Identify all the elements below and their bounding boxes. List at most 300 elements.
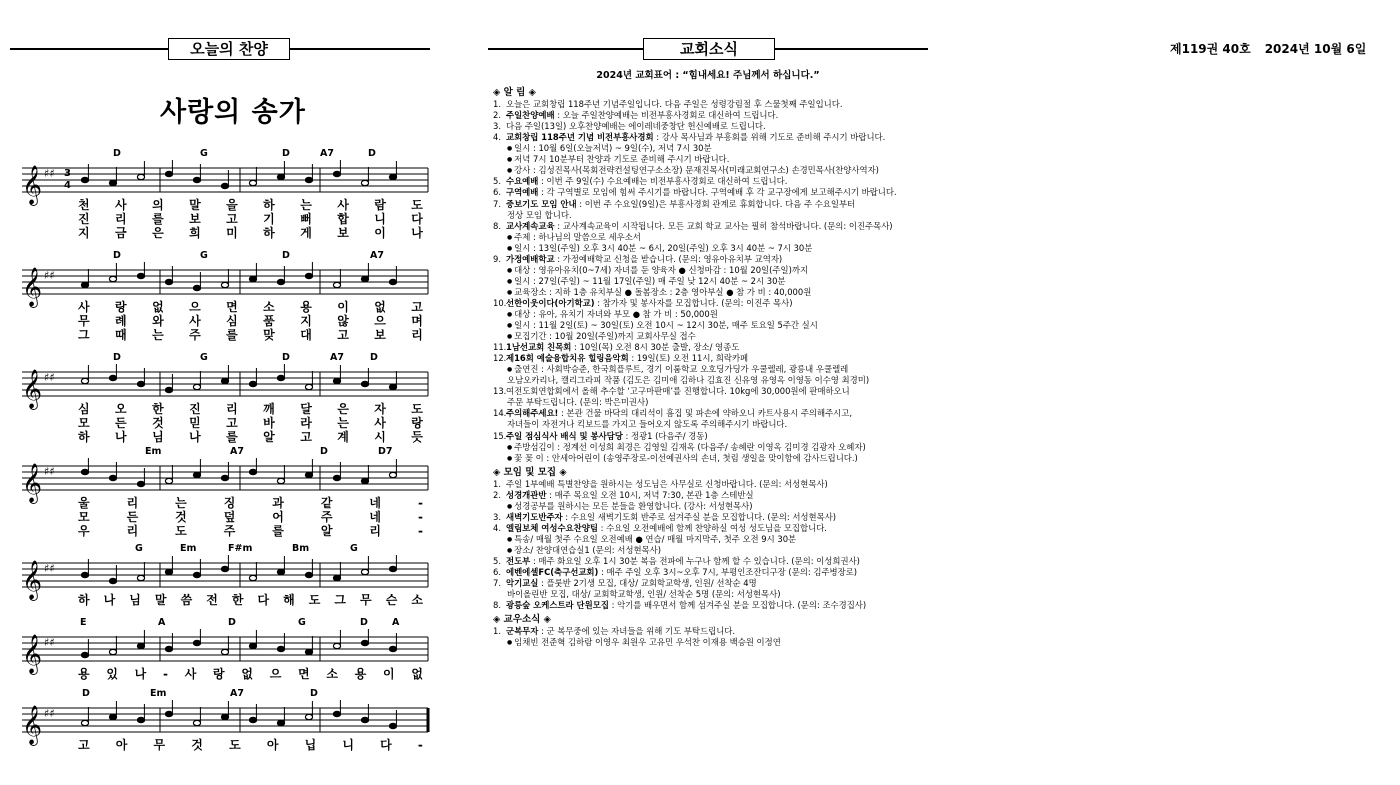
item-number: 1.: [493, 626, 501, 637]
lyric-syllable: 으: [189, 300, 201, 314]
news-column: [493, 70, 923, 648]
note-head-icon: [109, 276, 116, 281]
note-head-icon: [277, 279, 284, 284]
lyric-syllable: 심: [226, 314, 238, 328]
note-head-icon: [277, 646, 284, 651]
item-heading: 군복무자: [506, 626, 539, 637]
item-heading: 성경개관반: [506, 489, 547, 500]
note-head-icon: [389, 723, 396, 728]
news-item: [493, 298, 923, 309]
note-head-icon: [277, 375, 284, 380]
lyric-line: [78, 402, 423, 416]
item-text: : 수요일 새벽기도회 반주로 섬겨주실 분을 모집합니다. (문의: 서성현목사): [562, 511, 837, 522]
news-item: [493, 431, 923, 442]
item-heading: 전도부: [506, 556, 531, 567]
note-head-icon: [333, 575, 340, 580]
bullet-line: ● 모집기간 : 10월 20일(주일)까지 교회사무실 접수: [493, 331, 923, 342]
note-head-icon: [137, 381, 144, 386]
note-head-icon: [361, 381, 368, 386]
lyric-syllable: 랑: [115, 300, 127, 314]
note-head-icon: [305, 472, 312, 477]
news-item: [493, 176, 923, 187]
lyric-syllable: 지: [300, 314, 312, 328]
note-head-icon: [333, 282, 340, 287]
item-text: : 본관 건물 바닥의 대리석이 흠집 및 파손에 약하오니 카트사용시 주의해주시고,: [558, 408, 853, 419]
chord-symbol: G: [200, 352, 208, 363]
note-head-icon: [165, 478, 172, 483]
news-item: [493, 556, 923, 567]
chord-symbol: D: [282, 148, 290, 159]
lyric-syllable: 사: [337, 198, 349, 212]
lyric-syllable: 진: [78, 212, 90, 226]
note-head-icon: [165, 646, 172, 651]
lyric-syllable: -: [417, 738, 423, 752]
lyric-syllable: 있: [106, 667, 118, 681]
lyric-syllable: 진: [189, 402, 201, 416]
lyric-syllable: 리: [369, 524, 381, 538]
song-title: 사랑의 송가: [160, 97, 306, 128]
lyric-syllable: 어: [272, 510, 284, 524]
note-head-icon: [109, 180, 116, 185]
item-text: : 이번 주 수요일(9일)은 부흥사경회 관계로 휴회합니다. 다음 주 수요일부터: [576, 198, 856, 209]
lyric-syllable: 천: [78, 198, 90, 212]
bullet-line: ● 저녁 7시 10분부터 찬양과 기도로 준비해 주시기 바랍니다.: [493, 154, 923, 165]
lyric-syllable: 알: [263, 430, 275, 444]
lyric-syllable: 사: [374, 416, 386, 430]
item-number: 4.: [493, 522, 501, 533]
lyric-syllable: 없: [241, 667, 253, 681]
chord-symbol: Em: [145, 446, 162, 457]
lyric-line: [78, 212, 423, 226]
note-head-icon: [109, 649, 116, 654]
item-number: 7.: [493, 198, 501, 209]
lyric-syllable: 그: [78, 328, 90, 342]
lyric-syllable: 용: [78, 667, 90, 681]
bullet-line: ● 일시 : 11월 2일(토) ~ 30일(토) 오전 10시 ~ 12시 30분, 매주 토요일 5주간 실시: [493, 320, 923, 331]
note-head-icon: [165, 387, 172, 392]
lyric-syllable: 다: [411, 212, 423, 226]
note-head-icon: [193, 640, 200, 645]
continuation-line: 주문 부탁드립니다. (문의: 박은미권사): [507, 397, 649, 408]
note-head-icon: [193, 472, 200, 477]
lyric-syllable: 없: [374, 300, 386, 314]
lyric-syllable: 이: [374, 226, 386, 240]
lyric-syllable: 도: [175, 524, 187, 538]
item-number: 5.: [493, 176, 501, 187]
lyric-syllable: 때: [115, 328, 127, 342]
chord-symbol: D7: [378, 446, 393, 457]
note-head-icon: [109, 714, 116, 719]
left-header: [10, 38, 430, 60]
music-staff: [20, 688, 430, 783]
news-item: [493, 221, 923, 232]
item-number: 1.: [493, 478, 501, 489]
lyric-syllable: 도: [308, 593, 321, 607]
treble-clef-icon: 𝄞: [22, 705, 43, 745]
lyric-syllable: 우: [78, 524, 90, 538]
item-text: : 플룻반 2기생 모집, 대상/ 교회학교학생, 인원/ 선착순 4명: [538, 578, 757, 589]
lyric-syllable: 네: [369, 496, 381, 510]
note-head-icon: [249, 575, 256, 580]
lyric-syllable: 는: [175, 496, 187, 510]
lyric-syllable: 미: [226, 226, 238, 240]
lyric-syllable: 보: [337, 226, 349, 240]
note-head-icon: [221, 714, 228, 719]
lyric-syllable: 않: [337, 314, 349, 328]
lyric-syllable: 다: [257, 593, 270, 607]
item-heading: 가정예배학교: [506, 253, 555, 264]
bullet-line: ● 강사 : 김성진목사(목회전략컨설팅연구소소장) 문재진목사(미래교회연구소) 손경민목사(찬양사역자): [493, 165, 923, 176]
bullet-line: ● 대상 : 영유아유치(0~7세) 자녀를 둔 양육자 ● 신청마감 : 10월 20일(주일)까지: [493, 265, 923, 276]
lyric-syllable: 님: [152, 430, 164, 444]
lyric-syllable: 품: [263, 314, 275, 328]
lyric-syllable: 울: [78, 496, 90, 510]
lyric-syllable: 나: [115, 430, 127, 444]
news-item: [493, 121, 923, 132]
note-head-icon: [109, 375, 116, 380]
news-item: [493, 600, 923, 611]
note-head-icon: [81, 572, 88, 577]
lyric-line: [78, 416, 423, 430]
news-body: [493, 87, 923, 648]
lyric-syllable: 그: [334, 593, 346, 607]
bullet-line: ● 주방섬김이 : 정계선 이성희 최경은 김영일 김재옥 (다음주/ 송혜란 이영옥 김미경 김광자 오혜자): [493, 442, 923, 453]
item-text: : 이번 주 9일(수) 수요예배는 비전부흥사경회로 대신하여 드립니다.: [538, 176, 788, 187]
bullet-line: ● 교육장소 : 지하 1층 유치부실 ● 돌봄장소 : 2층 영아부실 ● 참 가 비 : 40,000원: [493, 287, 923, 298]
treble-clef-icon: 𝄞: [22, 165, 43, 205]
lyric-syllable: -: [417, 510, 423, 524]
item-heading: 구역예배: [506, 187, 539, 198]
note-head-icon: [165, 279, 172, 284]
lyric-syllable: 믿: [189, 416, 201, 430]
lyric-syllable: 달: [300, 402, 312, 416]
item-heading: 수요예배: [506, 176, 539, 187]
item-text: : 매주 주일 오후 3시~오후 7시, 부평인조잔디구장 (문의: 김주병장로): [598, 567, 858, 578]
note-head-icon: [361, 569, 368, 574]
lyric-syllable: 소: [411, 593, 423, 607]
lyric-syllable: 듯: [411, 430, 423, 444]
chord-symbol: G: [200, 250, 208, 261]
lyric-syllable: 없: [411, 667, 423, 681]
lyric-line: [78, 300, 423, 314]
item-text: : 매주 목요일 오전 10시, 저녁 7:30, 본관 1층 스테반실: [546, 489, 754, 500]
chord-symbol: A: [158, 617, 166, 628]
lyric-syllable: 를: [272, 524, 284, 538]
item-heading: 제16회 예술융합치유 힐링음악회: [506, 353, 629, 364]
note-head-icon: [137, 575, 144, 580]
lyric-syllable: 계: [337, 430, 349, 444]
note-head-icon: [193, 720, 200, 725]
key-signature-icon: ♯♯: [44, 371, 55, 384]
news-item: [493, 342, 923, 353]
lyric-syllable: 고: [300, 430, 312, 444]
lyric-syllable: 사: [78, 300, 90, 314]
note-head-icon: [277, 569, 284, 574]
music-staff: [20, 148, 430, 243]
item-number: 6.: [493, 187, 501, 198]
note-head-icon: [305, 384, 312, 389]
lyric-syllable: 기: [263, 212, 275, 226]
chord-symbol: A7: [230, 446, 244, 457]
note-head-icon: [193, 285, 200, 290]
note-head-icon: [249, 276, 256, 281]
chord-symbol: A7: [370, 250, 384, 261]
lyric-syllable: 며: [411, 314, 423, 328]
news-item: [493, 567, 923, 578]
lyric-syllable: 소: [326, 667, 338, 681]
lyric-syllable: 것: [191, 738, 203, 752]
lyric-syllable: 무: [78, 314, 90, 328]
item-number: 9.: [493, 253, 501, 264]
item-heading: 광릉숲 오케스트라 단원모집: [506, 600, 609, 611]
note-head-icon: [389, 174, 396, 179]
lyric-syllable: 는: [337, 416, 349, 430]
news-item: [493, 626, 923, 637]
bullet-line: ● 주제 : 하나님의 말씀으로 세우소서: [493, 232, 923, 243]
news-item: [493, 187, 923, 198]
lyric-line: [78, 667, 423, 681]
note-head-icon: [81, 652, 88, 657]
lyric-syllable: 모: [78, 510, 90, 524]
bullet-line: ● 성경공부를 원하시는 모든 분들을 환영합니다. (강사: 서성현목사): [493, 501, 923, 512]
note-head-icon: [249, 643, 256, 648]
item-number: 7.: [493, 578, 501, 589]
chord-symbol: D: [282, 250, 290, 261]
lyric-syllable: 나: [411, 226, 423, 240]
lyric-syllable: 모: [78, 416, 90, 430]
note-head-icon: [389, 566, 396, 571]
item-number: 12.: [493, 353, 507, 364]
lyric-syllable: 를: [152, 212, 164, 226]
item-number: 2.: [493, 489, 501, 500]
note-head-icon: [137, 717, 144, 722]
note-head-icon: [277, 720, 284, 725]
item-number: 2.: [493, 110, 501, 121]
note-head-icon: [249, 180, 256, 185]
lyric-syllable: 덮: [223, 510, 236, 524]
item-number: 3.: [493, 511, 501, 522]
lyric-syllable: 례: [115, 314, 127, 328]
lyric-syllable: 보: [374, 328, 386, 342]
chord-symbol: D: [113, 352, 121, 363]
item-number: 15.: [493, 430, 507, 441]
news-item: [493, 490, 923, 501]
section-title: ◈ 모임 및 모집 ◈: [493, 466, 567, 478]
chord-symbol: A7: [320, 148, 334, 159]
treble-clef-icon: 𝄞: [22, 369, 43, 409]
note-head-icon: [137, 481, 144, 486]
chord-symbol: A7: [230, 688, 244, 699]
item-text: : 19일(토) 오전 11시, 희락카페: [628, 353, 749, 364]
item-number: 11.: [493, 342, 507, 353]
item-text: : 10일(목) 오전 8시 30분 출발, 장소/ 영종도: [571, 342, 740, 353]
item-heading: 선한이웃이다(아기학교): [506, 297, 595, 308]
chord-symbol: Em: [150, 688, 167, 699]
note-head-icon: [389, 384, 396, 389]
item-text: : 오늘 주일찬양예배는 비전부흥사경회로 대신하여 드립니다.: [554, 110, 779, 121]
chord-symbol: D: [320, 446, 328, 457]
news-item: [493, 408, 923, 419]
note-head-icon: [361, 640, 368, 645]
treble-clef-icon: 𝄞: [22, 267, 43, 307]
note-head-icon: [249, 717, 256, 722]
lyric-line: [78, 314, 423, 328]
note-head-icon: [221, 475, 228, 480]
chord-symbol: A: [392, 617, 400, 628]
lyric-line: [78, 510, 423, 524]
lyric-syllable: 면: [298, 667, 310, 681]
section-title: ◈ 알 림 ◈: [493, 87, 536, 99]
bullet-line: ● 특송/ 매월 첫주 수요일 오전예배 ● 연습/ 매월 마지막주, 첫주 오전 9시 30분: [493, 534, 923, 545]
item-heading: 에벤에셀FC(축구선교회): [506, 567, 599, 578]
lyric-syllable: 이: [337, 300, 349, 314]
note-head-icon: [361, 478, 368, 483]
time-signature-icon: 3: [64, 168, 71, 179]
lyric-syllable: 는: [300, 198, 312, 212]
lyric-syllable: 하: [78, 430, 90, 444]
bullet-line: ● 장소/ 찬양대연습실1 (문의: 서성현목사): [493, 545, 923, 556]
lyric-syllable: 무: [360, 593, 372, 607]
item-heading: 1남선교회 친목회: [506, 342, 572, 353]
lyric-syllable: 무: [153, 738, 166, 752]
note-head-icon: [137, 174, 144, 179]
lyric-syllable: 것: [152, 416, 164, 430]
chord-symbol: E: [80, 617, 87, 628]
lyric-line: [78, 524, 423, 538]
chord-symbol: G: [298, 617, 306, 628]
item-text: : 강사 목사님과 부흥회를 위해 기도로 준비해 주시기 바랍니다.: [653, 132, 886, 143]
news-item: [493, 386, 923, 397]
lyric-line: [78, 226, 423, 240]
note-head-icon: [81, 177, 88, 182]
item-number: 3.: [493, 121, 501, 132]
lyric-syllable: 은: [152, 226, 164, 240]
item-text: : 교사계속교육이 시작됩니다. 모든 교회 학교 교사는 필히 참석바랍니다. (문의: 이진주목사): [554, 220, 893, 231]
issue-info: [1170, 40, 1366, 57]
lyric-line: [78, 328, 423, 342]
chord-symbol: D: [370, 352, 378, 363]
lyric-syllable: 리: [126, 524, 139, 538]
note-head-icon: [165, 171, 172, 176]
lyric-syllable: 사: [189, 314, 201, 328]
item-text: : 수요일 오전예배에 함께 찬양하실 여성 성도님을 모집합니다.: [597, 522, 827, 533]
item-text: : 군 복무중에 있는 자녀들을 위해 기도 부탁드립니다.: [538, 626, 736, 637]
news-item: [493, 254, 923, 265]
item-number: 8.: [493, 600, 501, 611]
note-head-icon: [249, 381, 256, 386]
item-heading: 엘림보체 여성수요찬양팀: [506, 522, 598, 533]
news-item: [493, 512, 923, 523]
lyric-syllable: 니: [374, 212, 386, 226]
item-number: 14.: [493, 408, 507, 419]
note-head-icon: [193, 177, 200, 182]
note-head-icon: [389, 472, 396, 477]
note-head-icon: [389, 279, 396, 284]
item-text: : 가정예배학교 신청을 받습니다. (문의: 영유아유치부 교역자): [554, 253, 783, 264]
bullet-line: ● 대상 : 유아, 유치기 자녀와 부모 ● 참 가 비 : 50,000원: [493, 309, 923, 320]
bullet-line: 오남오카리나, 캘리그라피 작품 (김도은 김미애 김하나 김효진 신유영 유영옥 이영동 이수영 최경미): [507, 375, 870, 386]
lyric-syllable: 보: [189, 212, 201, 226]
lyric-syllable: 하: [263, 226, 275, 240]
lyric-syllable: 주: [320, 510, 333, 524]
lyric-syllable: 도: [411, 402, 423, 416]
key-signature-icon: ♯♯: [44, 269, 55, 282]
note-head-icon: [193, 572, 200, 577]
lyric-syllable: 알: [320, 524, 333, 538]
news-item: [493, 99, 923, 110]
note-head-icon: [193, 384, 200, 389]
chord-symbol: G: [200, 148, 208, 159]
bullet-line: ● 일시 : 27일(주일) ~ 11월 17일(주일) 매 주일 낮 12시 40분 ~ 2시 30분: [493, 276, 923, 287]
chord-symbol: G: [135, 543, 143, 554]
item-heading: 악기교실: [506, 578, 539, 589]
item-number: 5.: [493, 556, 501, 567]
note-head-icon: [137, 643, 144, 648]
chord-symbol: Em: [180, 543, 197, 554]
item-number: 1.: [493, 99, 501, 110]
note-head-icon: [249, 469, 256, 474]
lyric-syllable: 니: [342, 738, 354, 752]
lyric-syllable: 으: [269, 667, 282, 681]
lyric-syllable: 리: [115, 212, 127, 226]
lyric-syllable: 금: [115, 226, 127, 240]
time-signature-icon: 4: [64, 180, 71, 191]
lyric-syllable: 든: [115, 416, 127, 430]
lyric-syllable: -: [417, 496, 423, 510]
lyric-syllable: 과: [272, 496, 284, 510]
lyric-syllable: 을: [226, 198, 238, 212]
lyric-syllable: 라: [300, 416, 312, 430]
lyric-syllable: 람: [374, 198, 386, 212]
lyric-syllable: 도: [229, 738, 241, 752]
lyric-syllable: 해: [283, 593, 295, 607]
lyric-syllable: 리: [126, 496, 139, 510]
item-heading: 주일찬양예배: [506, 110, 555, 121]
lyric-syllable: 말: [189, 198, 201, 212]
music-staff: [20, 446, 430, 541]
item-text: : 각 구역별로 모임에 힘써 주시기를 바랍니다. 구역예배 후 각 교구장에게 보고해주시기 바랍니다.: [538, 187, 897, 198]
note-head-icon: [389, 646, 396, 651]
lyric-syllable: 랑: [213, 667, 225, 681]
news-item: [493, 110, 923, 121]
lyric-line: [78, 738, 423, 752]
continuation-line: 바이올린반 모집, 대상/ 교회학교학생, 인원/ 선착순 5명 (문의: 서성현목사): [507, 589, 781, 600]
lyric-syllable: 다: [380, 738, 392, 752]
item-number: 8.: [493, 220, 501, 231]
lyric-syllable: 슨: [385, 593, 398, 607]
lyric-syllable: 나: [134, 667, 147, 681]
lyric-syllable: 고: [411, 300, 423, 314]
lyric-syllable: 같: [320, 496, 333, 510]
lyric-syllable: 대: [300, 328, 312, 342]
note-head-icon: [165, 711, 172, 716]
lyric-syllable: 오: [115, 402, 127, 416]
lyric-syllable: 징: [223, 496, 236, 510]
lyric-syllable: 리: [411, 328, 423, 342]
issue-date: 2024년 10월 6일: [1264, 42, 1367, 56]
note-head-icon: [277, 478, 284, 483]
chord-symbol: Bm: [292, 543, 310, 554]
music-staff: [20, 250, 430, 345]
note-head-icon: [221, 378, 228, 383]
chord-symbol: D: [82, 688, 90, 699]
lyric-syllable: 맞: [263, 328, 275, 342]
item-heading: 주의해주세요!: [506, 408, 559, 419]
lyric-line: [78, 430, 423, 444]
note-head-icon: [221, 566, 228, 571]
item-heading: 새벽기도반주자: [506, 511, 563, 522]
item-text: : 참가자 및 봉사자를 모집합니다. (문의: 이진주 목사): [594, 297, 793, 308]
